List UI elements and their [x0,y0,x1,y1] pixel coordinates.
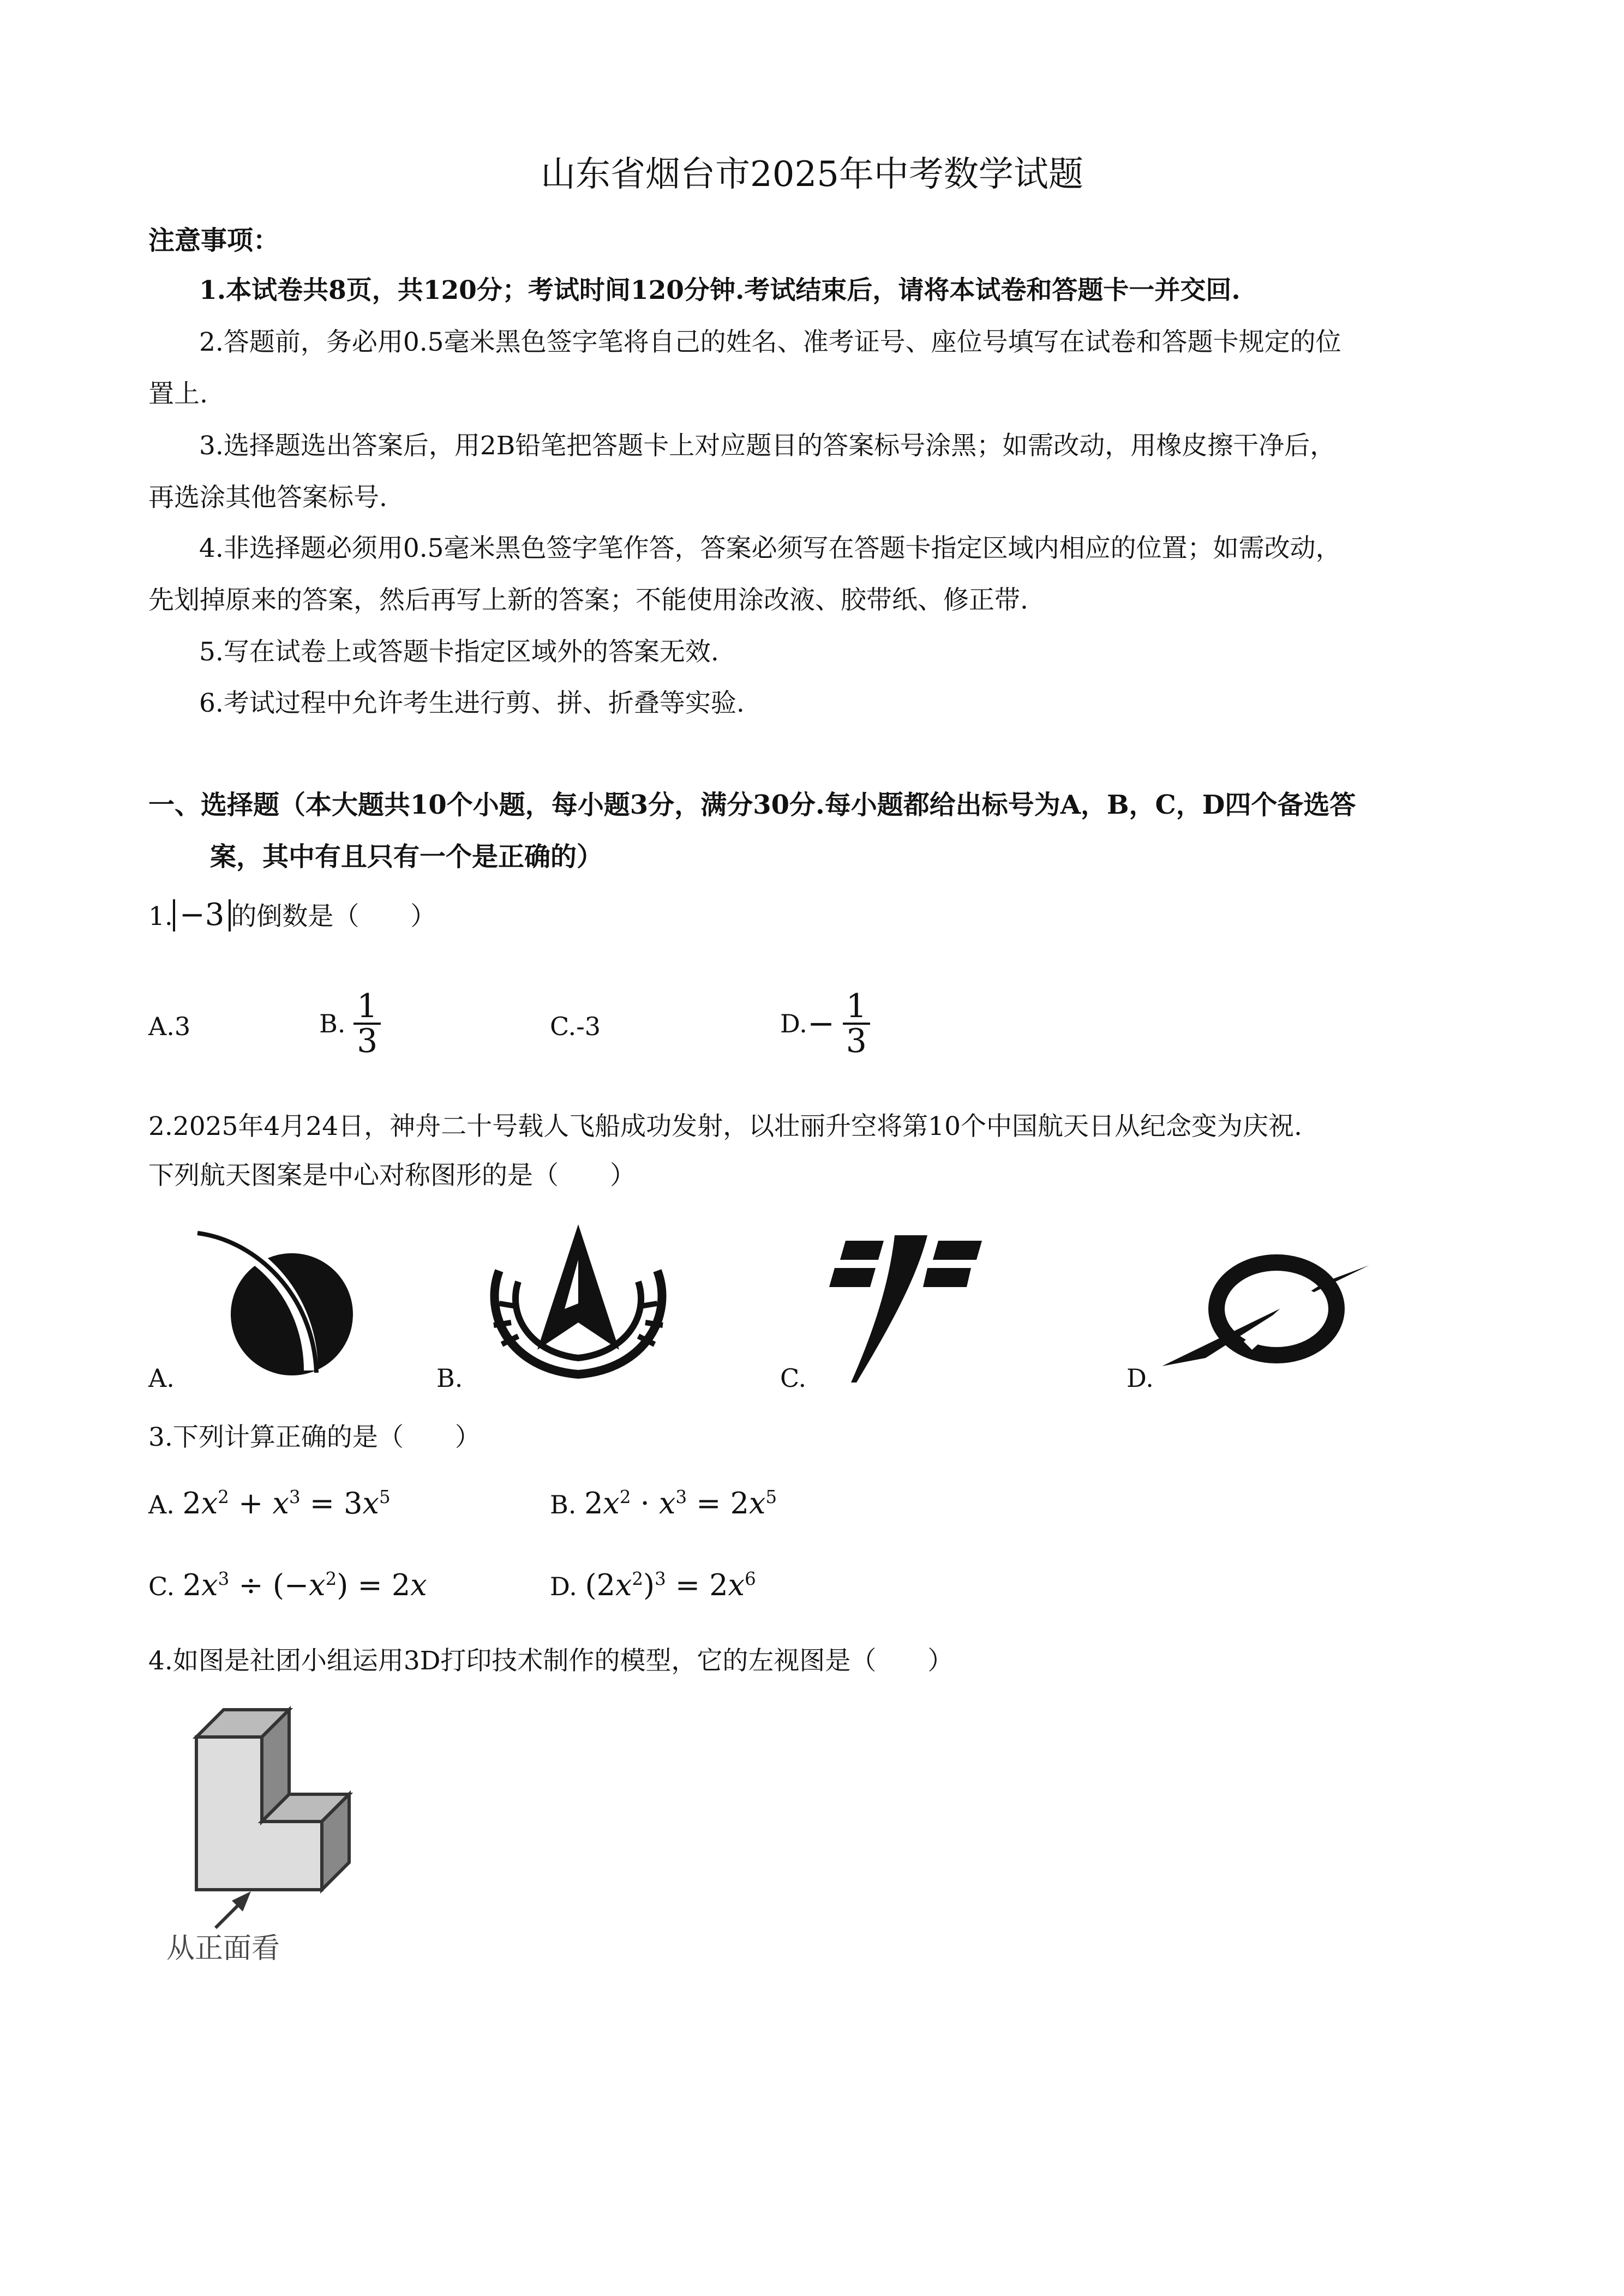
q1-c-label: C. [550,1012,577,1041]
note-2: 2.答题前，务必用0.5毫米黑色签字笔将自己的姓名、准考证号、座位号填写在试卷和答题卡规定的位 [199,327,1341,357]
question-2-cont: 下列航天图案是中心对称图形的是（ ） [148,1161,636,1191]
q3-d-label: D. [550,1572,577,1601]
page-title: 山东省烟台市2025年中考数学试题 [541,154,1083,195]
q1-b-fraction [353,987,381,1060]
q3-b-label: B. [550,1490,577,1519]
q1-c-value: -3 [576,1012,601,1041]
q3-c-label: C. [148,1572,175,1601]
q3-b-expression: $2x^2 \cdot x^3 = 2x^5$ [584,1486,777,1520]
q2-label-d: D. [1126,1363,1154,1393]
q1-option-d [780,987,870,1060]
note-2-cont: 置上. [148,379,208,409]
q1-b-numerator: 1 [353,990,381,1025]
q1-b-label: B. [319,1009,346,1038]
q1-option-a [148,1012,190,1041]
q4-figure-label: 从正面看 [166,1932,280,1965]
question-4: 4.如图是社团小组运用3D打印技术制作的模型，它的左视图是（ ） [148,1646,954,1676]
q3-a-label: A. [148,1490,175,1519]
q1-d-fraction [843,987,870,1060]
note-3-cont: 再选涂其他答案标号. [148,483,387,513]
q1-prefix: 1. [148,901,173,931]
q1-a-label: A. [148,1012,175,1041]
note-4: 4.非选择题必须用0.5毫米黑色签字笔作答，答案必须写在答题卡指定区域内相应的位置；如需改动， [199,533,1341,563]
q2-figure-b-icon [477,1222,679,1385]
q3-option-a [148,1486,391,1520]
section-heading: 一、选择题（本大题共10个小题，每小题3分，满分30分.每小题都给出标号为A，B，C，D四个备选答 [148,790,1356,820]
q3-d-expression: $(2x^2)^3 = 2x^6$ [585,1568,756,1602]
q2-label-b: B. [436,1363,463,1393]
q1-a-value: 3 [174,1012,191,1041]
q1-d-label: D. [780,1009,807,1038]
q1-option-b [319,987,381,1060]
q2-label-a: A. [148,1363,175,1393]
q3-c-expression: $2x^3 \div (-x^2) = 2x$ [182,1568,427,1602]
q1-abs-value: −3 [173,899,231,931]
q1-d-sign: − [807,1005,835,1043]
question-3: 3.下列计算正确的是（ ） [148,1422,481,1452]
q2-figure-d-icon [1162,1249,1369,1374]
note-3: 3.选择题选出答案后，用2B铅笔把答题卡上对应题目的答案标号涂黑；如需改动，用橡皮擦干净后， [199,431,1336,461]
q1-b-denominator: 3 [357,1022,378,1060]
q3-option-d [550,1568,756,1602]
q1-suffix: 的倒数是（ ） [231,901,436,931]
q2-figure-c-icon [824,1235,998,1388]
q2-figure-a-icon [180,1230,360,1377]
section-heading-cont: 案，其中有且只有一个是正确的） [210,842,603,872]
note-5: 5.写在试卷上或答题卡指定区域外的答案无效. [199,637,719,667]
q1-option-c [550,1012,601,1041]
note-6: 6.考试过程中允许考生进行剪、拼、折叠等实验. [199,688,745,718]
q3-option-c [148,1568,427,1602]
question-1 [148,896,436,933]
q3-a-expression: $2x^2 + x^3 = 3x^5$ [182,1486,391,1520]
note-4-cont: 先划掉原来的答案，然后再写上新的答案；不能使用涂改液、胶带纸、修正带. [148,585,1028,615]
q1-d-numerator: 1 [843,990,870,1025]
q3-option-b [550,1486,777,1520]
q4-l-shaped-model-figure [164,1702,376,1931]
question-2: 2.2025年4月24日，神舟二十号载人飞船成功发射，以壮丽升空将第10个中国航天日从纪念变为庆祝. [148,1111,1302,1141]
q1-d-denominator: 3 [846,1022,867,1060]
q2-label-c: C. [780,1363,807,1393]
note-1: 1.本试卷共8页，共120分；考试时间120分钟.考试结束后，请将本试卷和答题卡一并交回. [199,275,1241,305]
notes-heading: 注意事项： [148,225,280,256]
